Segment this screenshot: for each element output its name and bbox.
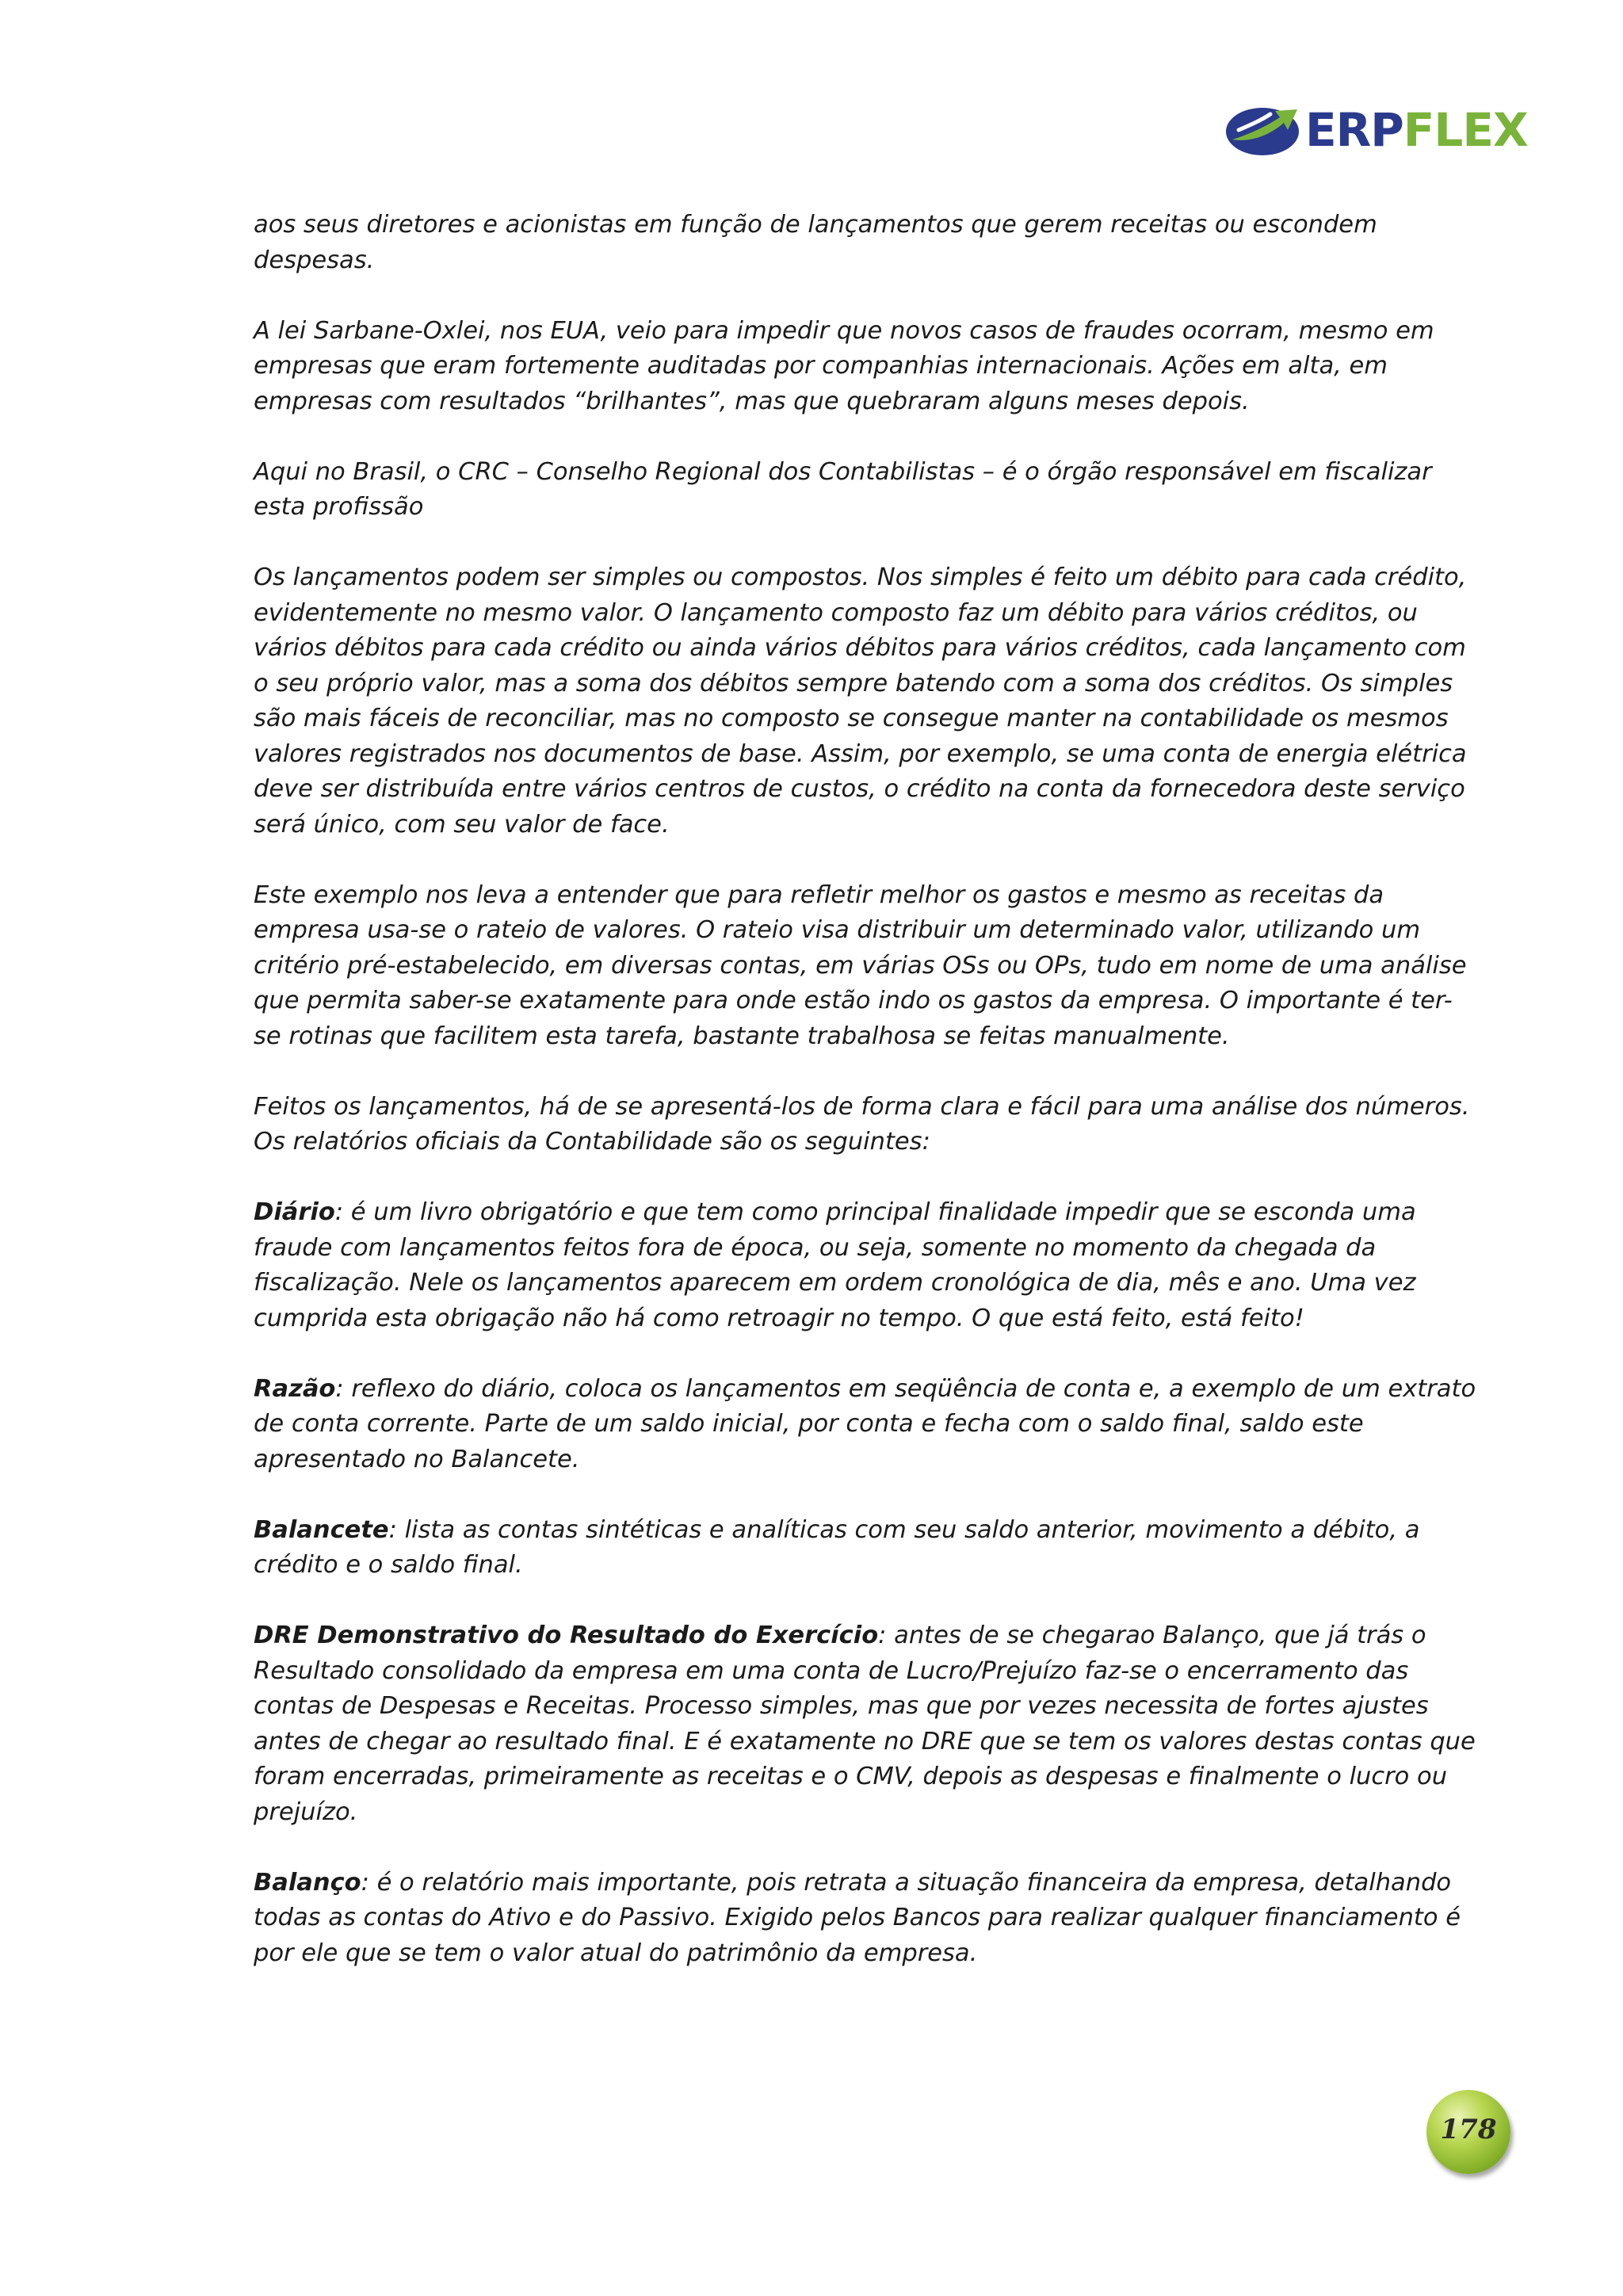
page-number-badge <box>1426 2090 1510 2174</box>
definition-term: Diário <box>254 1198 335 1226</box>
logo-erp-text: ERP <box>1305 103 1403 157</box>
page-number: 178 <box>1440 2114 1497 2145</box>
definition-balanco <box>254 1866 1478 1972</box>
definition-razao <box>254 1372 1478 1478</box>
paragraph: Os lançamentos podem ser simples ou compostos. Nos simples é feito um débito para cada crédito, evidentemente no mesmo valor. O lançamento composto faz um débito para vários créditos, ou vários débitos para cada crédito ou ainda vários débitos para vários créditos, cada lançamento com o seu próprio valor, mas a soma dos débitos sempre batendo com a soma dos créditos. Os simples são mais fáceis de reconciliar, mas no composto se consegue manter na contabilidade os mesmos valores registrados nos documentos de base. Assim, por exemplo, se uma conta de energia elétrica deve ser distribuída entre vários centros de custos, o crédito na conta da fornecedora deste serviço será único, com seu valor de face. <box>254 563 1467 839</box>
paragraph: aos seus diretores e acionistas em função de lançamentos que gerem receitas ou escondem despesas. <box>254 211 1377 274</box>
paragraph: Este exemplo nos leva a entender que para refletir melhor os gastos e mesmo as receitas da empresa usa-se o rateio de valores. O rateio visa distribuir um determinado valor, utilizando um critério pré-estabelecido, em diversas contas, em várias OSs ou OPs, tudo em nome de uma análise que permita saber-se exatamente para onde estão indo os gastos da empresa. O importante é ter-se rotinas que facilitem esta tarefa, bastante trabalhosa se feitas manualmente. <box>254 881 1467 1050</box>
definition-dre <box>254 1618 1478 1830</box>
definition-text: : lista as contas sintéticas e analíticas com seu saldo anterior, movimento a débito, a crédito e o saldo final. <box>254 1515 1420 1579</box>
swoosh-arrow-icon <box>1224 103 1300 160</box>
erpflex-logo <box>1224 94 1528 169</box>
definition-text: : reflexo do diário, coloca os lançamentos em seqüência de conta e, a exemplo de um extrato de conta corrente. Parte de um saldo inicial, por conta e fecha com o saldo final, saldo este apresentado no Balancete. <box>254 1374 1476 1473</box>
definition-term: Razão <box>254 1374 336 1403</box>
paragraph: Aqui no Brasil, o CRC – Conselho Regional dos Contabilistas – é o órgão responsável em fiscalizar esta profissão <box>254 457 1432 521</box>
definition-term: Balanço <box>254 1868 361 1897</box>
definition-balancete <box>254 1513 1478 1584</box>
paragraph: A lei Sarbane-Oxlei, nos EUA, veio para impedir que novos casos de fraudes ocorram, mesmo em empresas que eram fortemente auditadas por companhias internacionais. Ações em alta, em empresas com resultados “brilhantes”, mas que quebraram alguns meses depois. <box>254 316 1434 415</box>
definition-text: : é o relatório mais importante, pois retrata a situação financeira da empresa, detalhando todas as contas do Ativo e do Passivo. Exigido pelos Bancos para realizar qualquer financiamento é por ele que se tem o valor atual do patrimônio da empresa. <box>254 1868 1461 1967</box>
definition-text: : antes de se chegarao Balanço, que já trás o Resultado consolidado da empresa em uma conta de Lucro/Prejuízo faz-se o encerramento das contas de Despesas e Receitas. Processo simples, mas que por vezes necessita de fortes ajustes antes de chegar ao resultado final. E é exatamente no DRE que se tem os valores destas contas que foram encerradas, primeiramente as receitas e o CMV, depois as despesas e finalmente o lucro ou prejuízo. <box>254 1622 1476 1826</box>
definition-diario <box>254 1195 1478 1336</box>
definition-term: Balancete <box>254 1515 389 1544</box>
definition-text: : é um livro obrigatório e que tem como principal finalidade impedir que se esconda uma fraude com lançamentos feitos fora de época, ou seja, somente no momento da chegada da fiscalização. Nele os lançamentos aparecem em ordem cronológica de dia, mês e ano. Uma vez cumprida esta obrigação não há como retroagir no tempo. O que está feito, está feito! <box>254 1198 1416 1332</box>
paragraph: Feitos os lançamentos, há de se apresentá-los de forma clara e fácil para uma análise dos números. Os relatórios oficiais da Contabilidade são os seguintes: <box>254 1092 1470 1156</box>
definition-term: DRE Demonstrativo do Resultado do Exercício <box>254 1622 879 1649</box>
body-text <box>254 208 1478 2007</box>
logo-wordmark <box>1305 98 1528 162</box>
logo-flex-text: FLEX <box>1403 103 1528 157</box>
